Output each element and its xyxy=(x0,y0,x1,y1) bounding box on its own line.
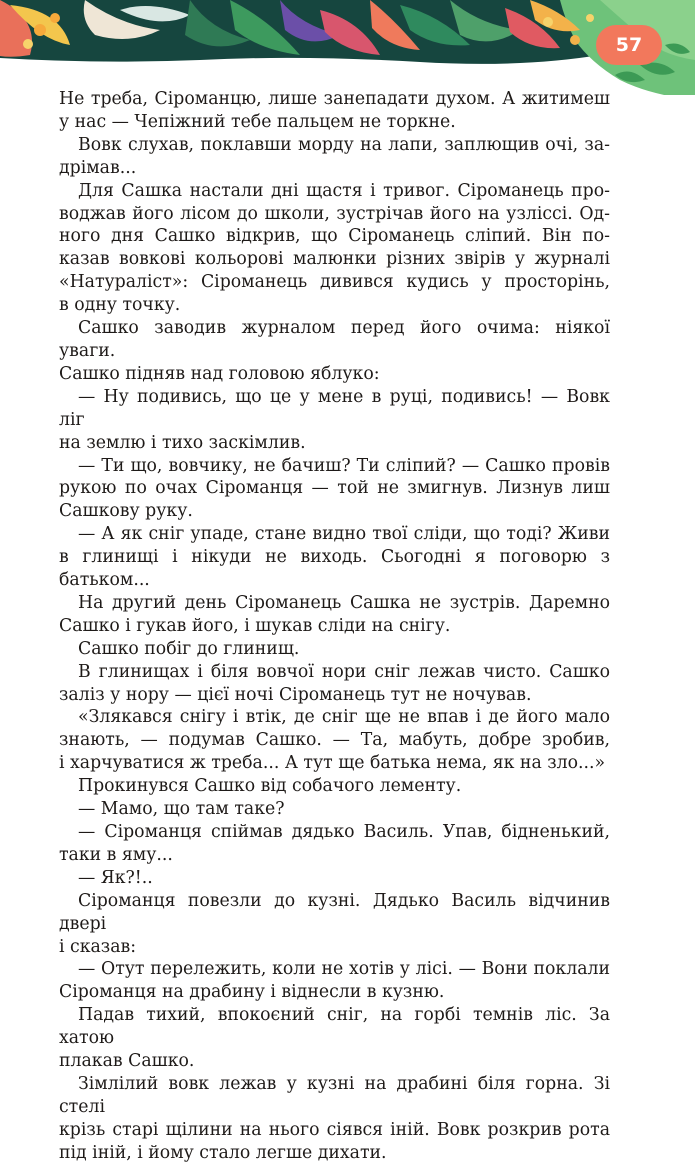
text-line: — Ну подивись, що це у мене в руці, подивись! — Вовк ліг xyxy=(59,386,610,430)
page-number-badge xyxy=(596,25,662,65)
text-line: В глинищах і біля вовчої нори сніг лежав чисто. Сашко xyxy=(78,661,610,682)
text-line: і харчуватися ж треба... А тут ще батька нема, як на зло...» xyxy=(59,753,606,774)
text-line: — Ти що, вовчику, не бачиш? Ти сліпий? — Сашко провів xyxy=(78,455,610,476)
page-header-illustration xyxy=(0,0,695,95)
text-line: Сіроманця на драбину і віднесли в кузню. xyxy=(59,982,445,1003)
text-line: Вовк слухав, поклавши морду на лапи, заплющив очі, за- xyxy=(78,134,610,155)
text-line: таки в яму... xyxy=(59,844,173,865)
text-line: Сіроманця повезли до кузні. Дядько Василь відчинив двері xyxy=(59,890,610,934)
text-line: «Злякався снігу і втік, де сніг ще не впав і де його мало xyxy=(78,707,610,728)
text-line: знають, — подумав Сашко. — Та, мабуть, добре зробив, xyxy=(59,730,610,751)
text-line: крізь старі щілини на нього сіявся іній. Вовк розкрив рота xyxy=(59,1119,610,1140)
story-text xyxy=(59,88,610,1165)
text-line: — А як сніг упаде, стане видно твої сліди, що тоді? Живи xyxy=(78,524,610,545)
text-line: рукою по очах Сіроманця — той не змигнув. Лизнув лиш xyxy=(59,478,610,499)
text-line: дрімав... xyxy=(59,157,137,178)
text-line: під іній, і йому стало легше дихати. xyxy=(59,1142,387,1163)
text-line: — Сіроманця спіймав дядько Василь. Упав, бідненький, xyxy=(78,822,610,842)
text-line: — Отут перележить, коли не хотів у лісі. — Вони поклали xyxy=(78,959,610,980)
page-number: 57 xyxy=(615,34,643,56)
text-line: плакав Сашко. xyxy=(59,1051,195,1072)
text-line: Для Сашка настали дні щастя і тривог. Сіроманець про- xyxy=(78,180,610,201)
text-line: казав вовкові кольорові малюнки різних звірів у журналі xyxy=(59,249,610,270)
text-line: — Мамо, що там таке? xyxy=(78,799,285,820)
text-line: у нас — Чепіжний тебе пальцем не торкне. xyxy=(59,111,456,132)
text-line: і сказав: xyxy=(59,936,137,957)
text-line: «Натураліст»: Сіроманець дивився кудись у просторінь, xyxy=(59,272,610,293)
text-line: Сашкову руку. xyxy=(59,501,193,522)
text-line: воджав його лісом до школи, зустрічав його на узліссі. Од- xyxy=(59,203,610,224)
text-line: Прокинувся Сашко від собачого лементу. xyxy=(78,776,462,797)
text-line: Не треба, Сіроманцю, лише занепадати духом. А житимеш xyxy=(59,89,610,109)
text-line: — Як?!.. xyxy=(78,867,153,888)
text-line: на землю і тихо заскімлив. xyxy=(59,432,306,453)
text-line: Падав тихий, впокоєний сніг, на горбі темнів ліс. За хатою xyxy=(59,1005,610,1049)
text-line: в одну точку. xyxy=(59,295,181,316)
text-line: Сашко заводив журналом перед його очима: ніякої уваги. xyxy=(59,318,610,361)
foliage-artwork xyxy=(0,0,695,95)
text-line: в глинищі і нікуди не виходь. Сьогодні я поговорю з батьком... xyxy=(59,547,610,591)
text-line: Сашко побіг до глинищ. xyxy=(78,638,300,659)
text-line: заліз у нору — цієї ночі Сіроманець тут не ночував. xyxy=(59,684,532,705)
text-line: На другий день Сіроманець Сашка не зустрів. Даремно xyxy=(78,592,610,613)
text-line: ного дня Сашко відкрив, що Сіроманець сліпий. Він по- xyxy=(59,226,610,247)
text-line: Сашко підняв над головою яблуко: xyxy=(59,363,380,384)
text-line: Зімлілий вовк лежав у кузні на драбині біля горна. Зі стелі xyxy=(59,1073,610,1117)
text-line: Сашко і гукав його, і шукав сліди на снігу. xyxy=(59,615,451,636)
